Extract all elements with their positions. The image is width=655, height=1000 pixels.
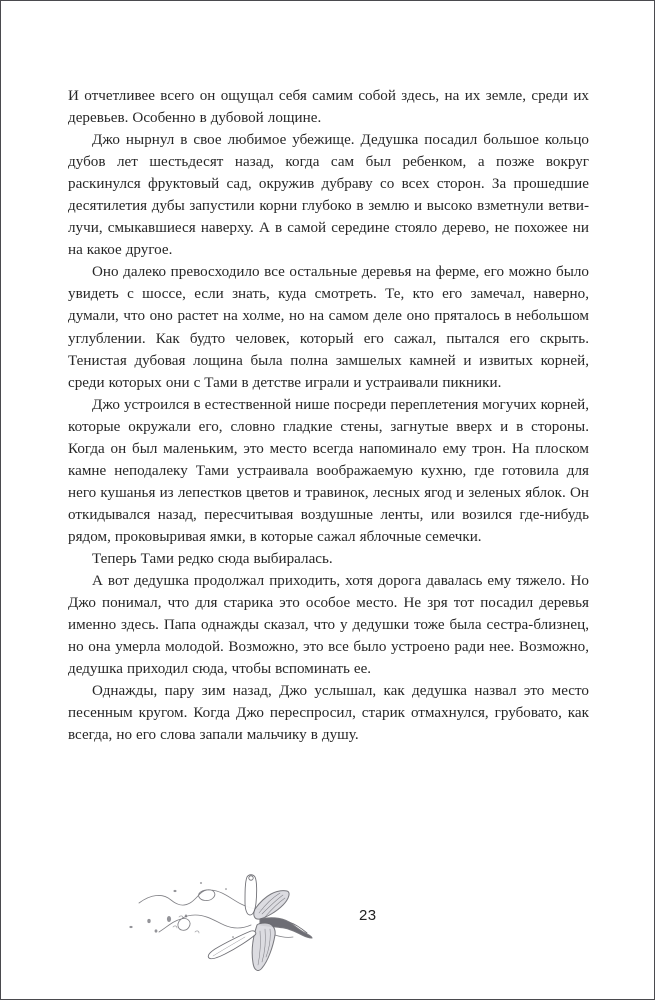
page-number: 23 [359, 907, 377, 924]
body-paragraph: Однажды, пару зим назад, Джо услышал, как дедушка назвал это место песенным кругом. Когда Джо переспросил, старик отмахнулся, грубовато, как всегда, но его слова запали мальчику в душу. [68, 683, 589, 744]
body-paragraph: Джо нырнул в свое любимое убежище. Дедушка посадил большое кольцо дубов лет шестьдесят назад, когда сам был ребенком, а позже вокруг раскинулся фруктовый сад, окружив дубраву со всех сторон. За прошедшие десятилетия дубы запустили корни глубоко в землю и высоко взметнули ветви-лучи, смыкавшиеся наверху. А в самой середине стояло дерево, не похожее ни на какое другое. [68, 132, 589, 259]
page-text-column [68, 85, 589, 746]
bird-sketch-ornament [129, 869, 389, 984]
body-paragraph: Оно далеко превосходило все остальные деревья на ферме, его можно было увидеть с шоссе, если знать, куда смотреть. Те, кто его замечал, наверно, думали, что оно растет на холме, но на самом деле оно пряталось в небольшом углублении. Как будто человек, который его сажал, пытался его скрыть. Тенистая дубовая лощина была полна замшелых камней и извитых корней, среди которых они с Тами в детстве играли и устраивали пикники. [68, 264, 589, 391]
body-paragraph: И отчетливее всего он ощущал себя самим собой здесь, на их земле, среди их деревьев. Особенно в дубовой лощине. [68, 88, 589, 127]
body-paragraph: Джо устроился в естественной нише посреди переплетения могучих корней, которые окружали его, словно гладкие стены, загнутые вверх и в стороны. Когда он был маленьким, это место всегда напоминало ему трон. На плоском камне неподалеку Тами устраивала воображаемую кухню, где готовила для него кушанья из лепестков цветов и травинок, лесных ягод и зеленых яблок. Он откидывался назад, пересчитывая воздушные ленты, или возился где-нибудь рядом, проковыривая ямки, в которые сажал яблочные семечки. [68, 396, 589, 545]
body-paragraph: А вот дедушка продолжал приходить, хотя дорога давалась ему тяжело. Но Джо понимал, что для старика это особое место. Не зря тот посадил деревья именно здесь. Папа однажды сказал, что у дедушки тоже была сестра-близнец, но она умерла молодой. Возможно, это все было устроено ради нее. Возможно, дедушка приходил сюда, чтобы вспоминать ее. [68, 573, 589, 678]
body-paragraph: Теперь Тами редко сюда выбиралась. [92, 550, 333, 567]
